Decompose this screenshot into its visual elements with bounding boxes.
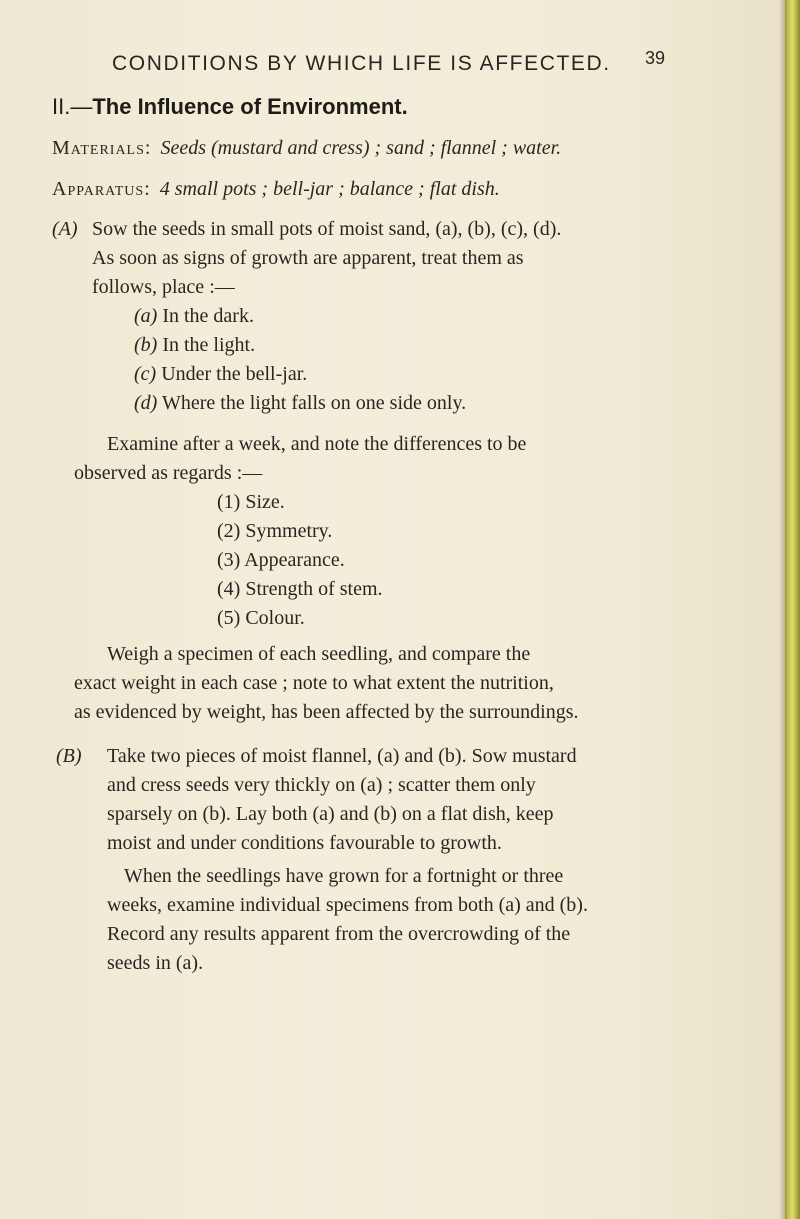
materials-label: Materials <box>52 137 145 159</box>
observation-item <box>217 488 285 517</box>
observation-number: (4) <box>217 578 241 600</box>
observation-text: Colour. <box>245 607 305 629</box>
observation-number: (2) <box>217 520 241 542</box>
observation-number: (5) <box>217 607 241 629</box>
placement-letter: (a) <box>134 305 158 327</box>
apparatus-text: 4 small pots ; bell-jar ; balance ; flat dish. <box>159 178 500 200</box>
part-a-line-3: follows, place :— <box>92 276 235 298</box>
observation-item <box>217 604 305 633</box>
part-b-line-8: seeds in (a). <box>107 952 204 974</box>
observation-text: Size. <box>245 491 285 513</box>
observation-text: Symmetry. <box>245 520 333 542</box>
placement-item <box>134 360 307 389</box>
apparatus-line <box>52 178 500 201</box>
materials-colon: : <box>144 137 151 159</box>
observation-number: (1) <box>217 491 241 513</box>
observation-text: Strength of stem. <box>245 578 383 600</box>
observation-item <box>217 546 345 575</box>
placement-text: Where the light falls on one side only. <box>161 392 467 414</box>
observation-number: (3) <box>217 549 241 571</box>
section-dash: — <box>70 94 93 119</box>
placement-letter: (c) <box>134 363 157 385</box>
apparatus-label: Apparatus <box>52 178 145 200</box>
observation-item <box>217 575 383 604</box>
placement-letter: (b) <box>134 334 158 356</box>
placement-text: In the light. <box>162 334 256 356</box>
book-binding-edge <box>785 0 800 1219</box>
observation-item <box>217 517 332 546</box>
placement-item <box>134 331 255 360</box>
part-b-line-4: moist and under conditions favourable to growth. <box>107 832 502 854</box>
part-b-line-6: weeks, examine individual specimens from both (a) and (b). <box>107 894 588 916</box>
running-head: CONDITIONS BY WHICH LIFE IS AFFECTED. <box>112 52 611 75</box>
placement-text: Under the bell-jar. <box>161 363 308 385</box>
part-b-line-1: Take two pieces of moist flannel, (a) and (b). Sow mustard <box>107 745 577 767</box>
placement-letter: (d) <box>134 392 158 414</box>
materials-line <box>52 137 561 160</box>
placement-item <box>134 302 254 331</box>
materials-text: Seeds (mustard and cress) ; sand ; flannel ; water. <box>160 137 562 159</box>
part-b-marker: (B) <box>56 745 82 767</box>
weigh-line-3: as evidenced by weight, has been affected by the surroundings. <box>74 701 579 723</box>
placement-text: In the dark. <box>162 305 254 327</box>
part-a-line-2: As soon as signs of growth are apparent, treat them as <box>92 247 524 269</box>
part-a-marker: (A) <box>52 218 78 240</box>
examine-line-2: observed as regards :— <box>74 462 263 484</box>
part-b-line-3: sparsely on (b). Lay both (a) and (b) on a flat dish, keep <box>107 803 554 825</box>
examine-line-1: Examine after a week, and note the differences to be <box>107 433 527 455</box>
placement-item <box>134 389 466 418</box>
weigh-line-2: exact weight in each case ; note to what extent the nutrition, <box>74 672 554 694</box>
part-a-line-1: Sow the seeds in small pots of moist sand, (a), (b), (c), (d). <box>92 218 562 240</box>
section-title: The Influence of Environment. <box>92 94 408 119</box>
section-heading <box>52 94 408 120</box>
apparatus-colon: : <box>144 178 150 200</box>
weigh-line-1: Weigh a specimen of each seedling, and compare the <box>107 643 531 665</box>
page-number: 39 <box>645 48 666 68</box>
section-number: II. <box>52 94 71 119</box>
part-b-line-5: When the seedlings have grown for a fortnight or three <box>124 865 564 887</box>
part-b-line-2: and cress seeds very thickly on (a) ; scatter them only <box>107 774 536 796</box>
part-b-line-7: Record any results apparent from the overcrowding of the <box>107 923 571 945</box>
observation-text: Appearance. <box>244 549 345 571</box>
